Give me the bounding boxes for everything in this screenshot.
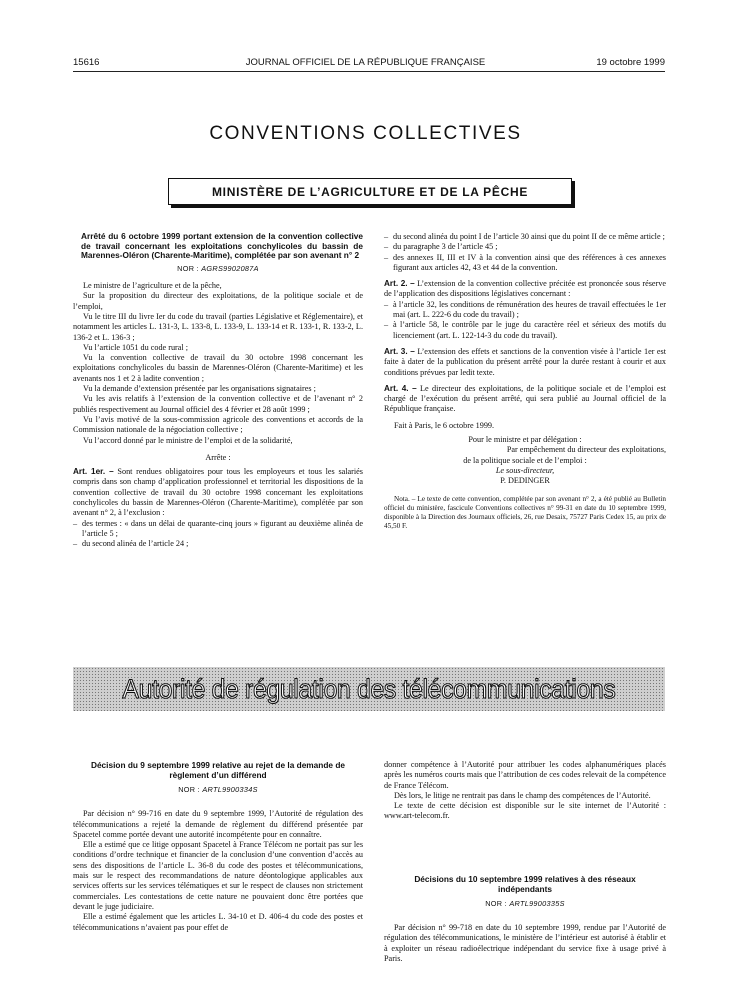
- paragraph: Vu les avis relatifs à l’extension de la convention collective et de l’avenant n° 2 publiés respectivement au Journal officiel des 4 février et 28 août 1999 ;: [73, 394, 363, 414]
- nor-label: NOR :: [178, 785, 201, 794]
- paragraph: donner compétence à l’Autorité pour attribuer les codes alphanumériques placés après les numéros courts mais que l’attribution de ces codes relevait de la compétence de France Télécom.: [384, 760, 666, 790]
- nota: Nota. – Le texte de cette convention, complétée par son avenant n° 2, a été publié au Bulletin officiel du ministère, fascicule Conventions collectives n° 99-31 en date du 10 septembre 1999, disponible à la Direction des Journaux officiels, 26, rue Desaix, 75727 Paris Cedex 15, au prix de 45,50 F.: [384, 494, 666, 530]
- article-label: Art. 1er. –: [73, 467, 114, 477]
- paragraph: Par décision n° 99-716 en date du 9 septembre 1999, l’Autorité de régulation des télécommunications a rejeté la demande de règlement du différend présentée par Spacetel comme portée devant une autorité incompétente pour en connaître.: [73, 809, 363, 839]
- header-rule: [73, 71, 665, 72]
- arrete-nor: [73, 264, 363, 274]
- nor-label: NOR :: [177, 263, 199, 273]
- page-number: 15616: [73, 57, 100, 68]
- paragraph: Le ministre de l’agriculture et de la pêche,: [83, 281, 222, 291]
- paragraph: Vu l’avis motivé de la sous-commission agricole des conventions et accords de la Commission nationale de la négociation collective ;: [73, 414, 363, 435]
- list-item: – des annexes II, III et IV à la convention ainsi que des références à ces annexes figurant aux articles 42, 43 et 44 de la convention.: [384, 253, 666, 274]
- paragraph: Dès lors, le litige ne rentrait pas dans le champ des compétences de l’Autorité.: [394, 790, 651, 800]
- paragraph: Sur la proposition du directeur des exploitations, de la politique sociale et de l’emploi,: [73, 291, 363, 311]
- arrete-word: Arrête :: [205, 452, 231, 462]
- fait-a-paris: Fait à Paris, le 6 octobre 1999.: [394, 420, 495, 430]
- list-item: – du second alinéa de l’article 24 ;: [73, 539, 363, 549]
- signatory-name: P. DEDINGER: [500, 476, 550, 486]
- arrete-left-column: [73, 232, 363, 550]
- decision2-title: Décisions du 10 septembre 1999 relatives à des réseaux indépendants: [414, 873, 636, 894]
- list-item: – à l’article 58, le contrôle par le juge du caractère réel et sérieux des motifs du licenciement (art. L. 122-14-3 du code du travail).: [384, 320, 666, 341]
- list-item: – à l’article 32, les conditions de rémunération des heures de travail effectuées le 1er mai (art. L. 222-6 du code du travail) ;: [384, 300, 666, 321]
- ministry-box: [168, 178, 572, 205]
- arrete-right-column: [384, 232, 666, 531]
- article-label: Art. 4. –: [384, 383, 417, 393]
- section-title: CONVENTIONS COLLECTIVES: [209, 123, 522, 144]
- decision1-nor: [73, 785, 363, 795]
- article-3: [384, 347, 666, 378]
- authority-title: Autorité de régulation des télécommunications: [122, 673, 616, 704]
- paragraph: Vu l’article 1051 du code rural ;: [83, 342, 188, 352]
- issue-date: 19 octobre 1999: [596, 57, 665, 68]
- paragraph: Elle a estimé également que les articles L. 34-10 et D. 406-4 du code des postes et télécommunications n’avaient pas pour effet de: [73, 912, 363, 932]
- nor-code: AGRS9902087A: [201, 263, 259, 273]
- article-1: [73, 467, 363, 518]
- paragraph: Elle a estimé que ce litige opposant Spacetel à France Télécom ne portait pas sur les conditions d’ordre technique et financier de la conclusion d’une convention d’accès au sens des dispositions de l’article L. 36-8 du code des postes et télécommunications, mais sur le respect des recommandations de nature déontologique applicables aux services offerts sur les services télématiques et sur le respect de clauses non strictement commerciales. Les contestations de cette nature ne pouvaient donc être portées que devant le juge judiciaire.: [73, 840, 363, 911]
- signature-line: Pour le ministre et par délégation :: [468, 435, 582, 445]
- paragraph: Vu l’accord donné par le ministre de l’emploi et de la solidarité,: [83, 435, 293, 445]
- paragraph: Vu la convention collective de travail du 30 octobre 1998 concernant les exploitations conchylicoles du bassin de Marennes-Oléron (Charente-Maritime) et les avenants nos 1 et 2 à ladite convention ;: [73, 353, 363, 383]
- journal-title: JOURNAL OFFICIEL DE LA RÉPUBLIQUE FRANÇAISE: [245, 57, 486, 68]
- article-text: L’extension de la convention collective précitée est prononcée sous réserve de l’application des dispositions législatives concernant :: [384, 279, 666, 299]
- paragraph: Par décision n° 99-718 en date du 10 septembre 1999, rendue par l’Autorité de régulation des télécommunications, le ministère de l’intérieur est autorisé à établir et à exploiter un réseau radioélectrique indépendant du service fixe à usage privé à Paris.: [384, 923, 666, 963]
- arrete-title: Arrêté du 6 octobre 1999 portant extension de la convention collective de travail concernant les exploitations conchylicoles du bassin de Marennes-Oléron (Charente-Maritime), complétée par son avenant n° 2: [81, 231, 363, 261]
- nor-code: ARTL9900334S: [202, 785, 258, 794]
- list-item: – des termes : « dans un délai de quarante-cinq jours » figurant au deuxième alinéa de l’article 5 ;: [73, 519, 363, 540]
- article-text: Le directeur des exploitations, de la politique sociale et de l’emploi est chargé de l’exécution du présent arrêté, qui sera publié au Journal officiel de la République française.: [384, 383, 666, 414]
- paragraph: Le texte de cette décision est disponible sur le site internet de l’Autorité : www.art-telecom.fr.: [384, 801, 666, 821]
- authority-banner: [73, 667, 665, 711]
- article-label: Art. 3. –: [384, 346, 415, 356]
- nor-label: NOR :: [485, 898, 508, 908]
- list-item: – du second alinéa du point I de l’article 30 ainsi que du point II de ce même article ;: [384, 232, 666, 242]
- signature-title: Le sous-directeur,: [495, 465, 555, 475]
- signature-line: de la politique sociale et de l’emploi :: [463, 455, 587, 465]
- decision1-left-column: [73, 760, 363, 933]
- article-text: L’extension des effets et sanctions de la convention visée à l’article 1er est faite à dater de la publication du présent arrêté pour la durée restant à courir et aux conditions prévues par ledit texte.: [384, 346, 666, 377]
- ministry-name: MINISTÈRE DE L’AGRICULTURE ET DE LA PÊCHE: [211, 184, 529, 199]
- decisions-right-column: [384, 760, 666, 964]
- signature-line: Par empêchement du directeur des exploitations,: [506, 445, 666, 455]
- article-2: [384, 279, 666, 300]
- paragraph: Vu le titre III du livre Ier du code du travail (parties Législative et Réglementaire), et notamment les articles L. 131-3, L. 133-8, L. 133-9, L. 133-14 et R. 133-1, R. 133-2, L. 136-2 et L. 136-3 ;: [73, 311, 363, 342]
- article-label: Art. 2. –: [384, 279, 415, 289]
- decision1-title: Décision du 9 septembre 1999 relative au rejet de la demande de règlement d’un différend: [90, 760, 346, 780]
- article-4: [384, 384, 666, 415]
- list-item: – du paragraphe 3 de l’article 45 ;: [384, 242, 666, 252]
- article-text: Sont rendues obligatoires pour tous les employeurs et tous les salariés compris dans son champ d’application professionnel et territorial les dispositions de la convention collective de travail du 30 octobre 1998 concernant les exploitations conchylicoles du bassin de Marennes-Oléron (Charente-Maritime), complétée par son avenant n° 2, à l’exclusion :: [73, 467, 363, 518]
- decision2-nor: [384, 899, 666, 909]
- nor-code: ARTL9900335S: [509, 898, 565, 908]
- paragraph: Vu la demande d’extension présentée par les organisations signataires ;: [83, 384, 316, 394]
